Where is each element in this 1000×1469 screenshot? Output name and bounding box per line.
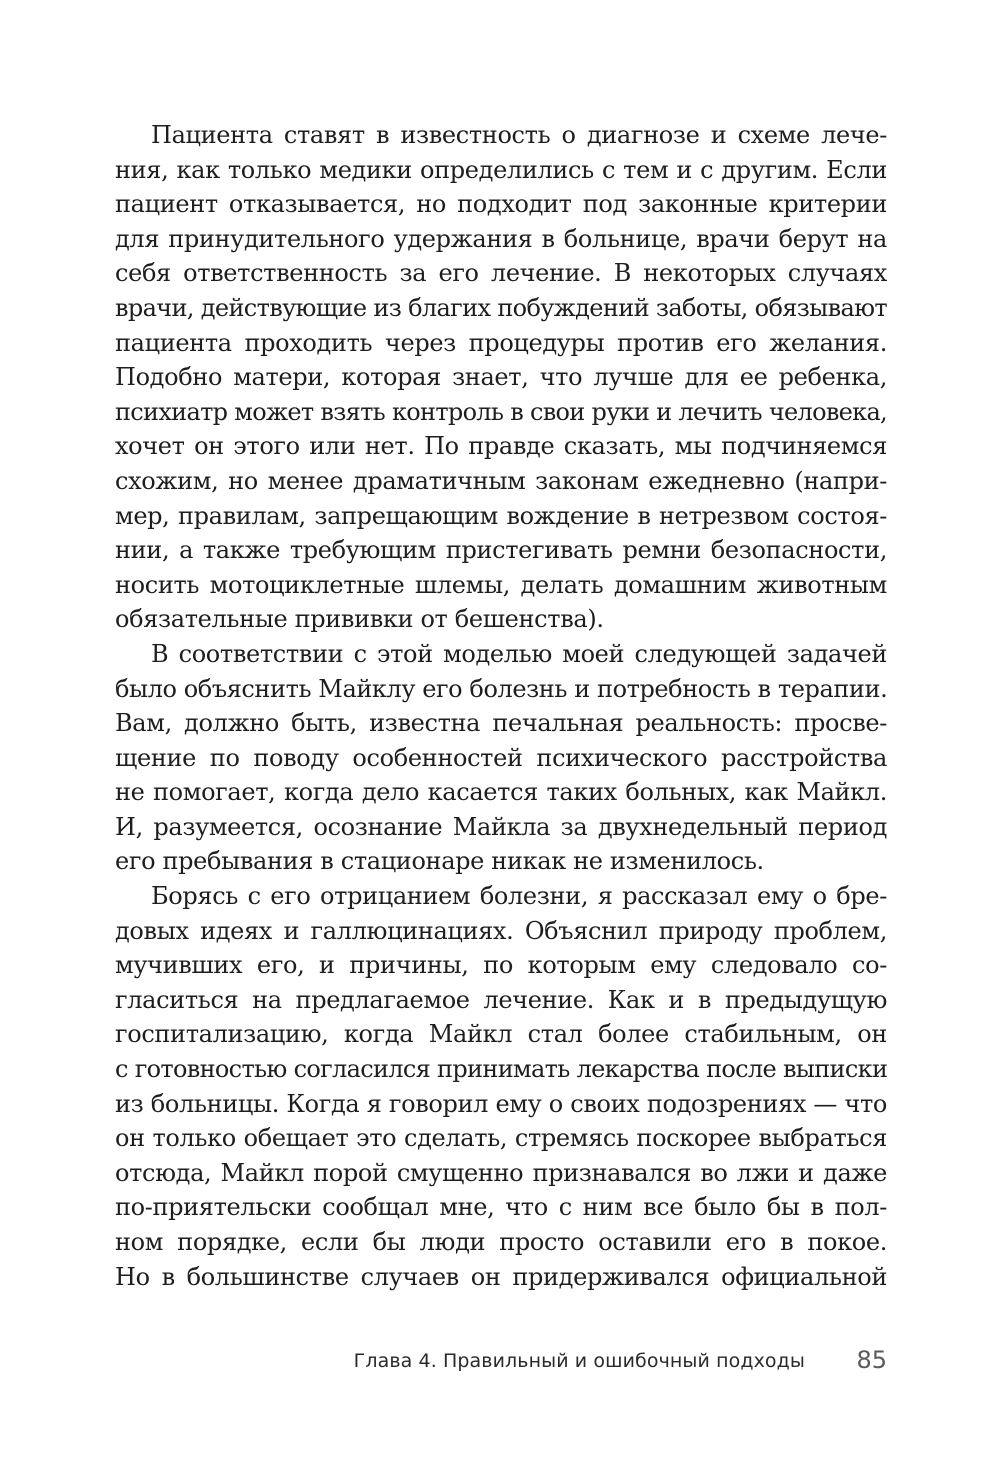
running-head: Глава 4. Правильный и ошибочный подходы (353, 1350, 805, 1372)
text-line: из больницы. Когда я говорил ему о своих подозрениях — что (115, 1089, 887, 1118)
text-line: он только обещает это сделать, стремясь поскорее выбраться (115, 1124, 887, 1153)
text-line: себя ответственность за его лечение. В некоторых случаях (115, 259, 887, 288)
text-line: врачи, действующие из благих побуждений заботы, обязывают (115, 293, 888, 322)
text-line: пациента проходить через процедуры против его желания. (115, 328, 887, 357)
text-line: пациент отказывается, но подходит под законные критерии (115, 190, 887, 219)
body-text (115, 118, 887, 1294)
text-line: госпитализацию, когда Майкл стал более стабильным, он (115, 1020, 887, 1049)
text-line: Но в большинстве случаев он придерживался официальной (115, 1262, 887, 1291)
text-line: Пациента ставят в известность о диагнозе и схеме лече- (151, 121, 887, 149)
text-line: щение по поводу особенностей психического расстройства (115, 743, 887, 772)
text-line: с готовностью согласился принимать лекарства после выписки (115, 1055, 888, 1084)
text-line: Вам, должно быть, известна печальная реальность: просве- (115, 709, 887, 738)
text-line: нии, а также требующим пристегивать ремни безопасности, (115, 536, 887, 565)
text-line: для принудительного удержания в больнице, врачи берут на (115, 224, 887, 253)
text-line: мер, правилам, запрещающим вождение в нетрезвом состоя- (115, 501, 887, 530)
text-line: было объяснить Майклу его болезнь и потребность в терапии. (115, 674, 888, 703)
text-line: Подобно матери, которая знает, что лучше для ее ребенка, (115, 363, 887, 392)
page-footer (115, 1346, 887, 1380)
text-line: ния, как только медики определились с тем и с другим. Если (115, 155, 887, 184)
text-line: довых идеях и галлюцинациях. Объяснил природу проблем, (115, 916, 887, 945)
text-line: хочет он этого или нет. По правде сказать, мы подчиняемся (115, 432, 887, 461)
text-line: ном порядке, если бы люди просто оставили его в покое. (115, 1228, 887, 1256)
text-line: И, разумеется, осознание Майкла за двухнедельный период (115, 812, 887, 841)
text-line: Борясь с его отрицанием болезни, я рассказал ему о бре- (151, 882, 887, 911)
text-line: схожим, но менее драматичным законам ежедневно (напри- (115, 466, 887, 495)
text-line: психиатр может взять контроль в свои руки и лечить человека, (115, 397, 887, 426)
text-line: В соответствии с этой моделью моей следующей задачей (151, 639, 887, 668)
text-line: носить мотоциклетные шлемы, делать домашним животным (115, 570, 887, 599)
text-line: отсюда, Майкл порой смущенно признавался во лжи и даже (115, 1158, 887, 1187)
text-line: не помогает, когда дело касается таких больных, как Майкл. (115, 778, 887, 807)
page-number: 85 (856, 1346, 887, 1374)
text-line: по-приятельски сообщал мне, что с ним все было бы в пол- (115, 1193, 887, 1222)
text-line: гласиться на предлагаемое лечение. Как и в предыдущую (115, 985, 887, 1014)
text-line: обязательные прививки от бешенства). (115, 605, 604, 634)
text-line: его пребывания в стационаре никак не изменилось. (115, 847, 764, 876)
text-line: мучивших его, и причины, по которым ему следовало со- (115, 951, 887, 980)
